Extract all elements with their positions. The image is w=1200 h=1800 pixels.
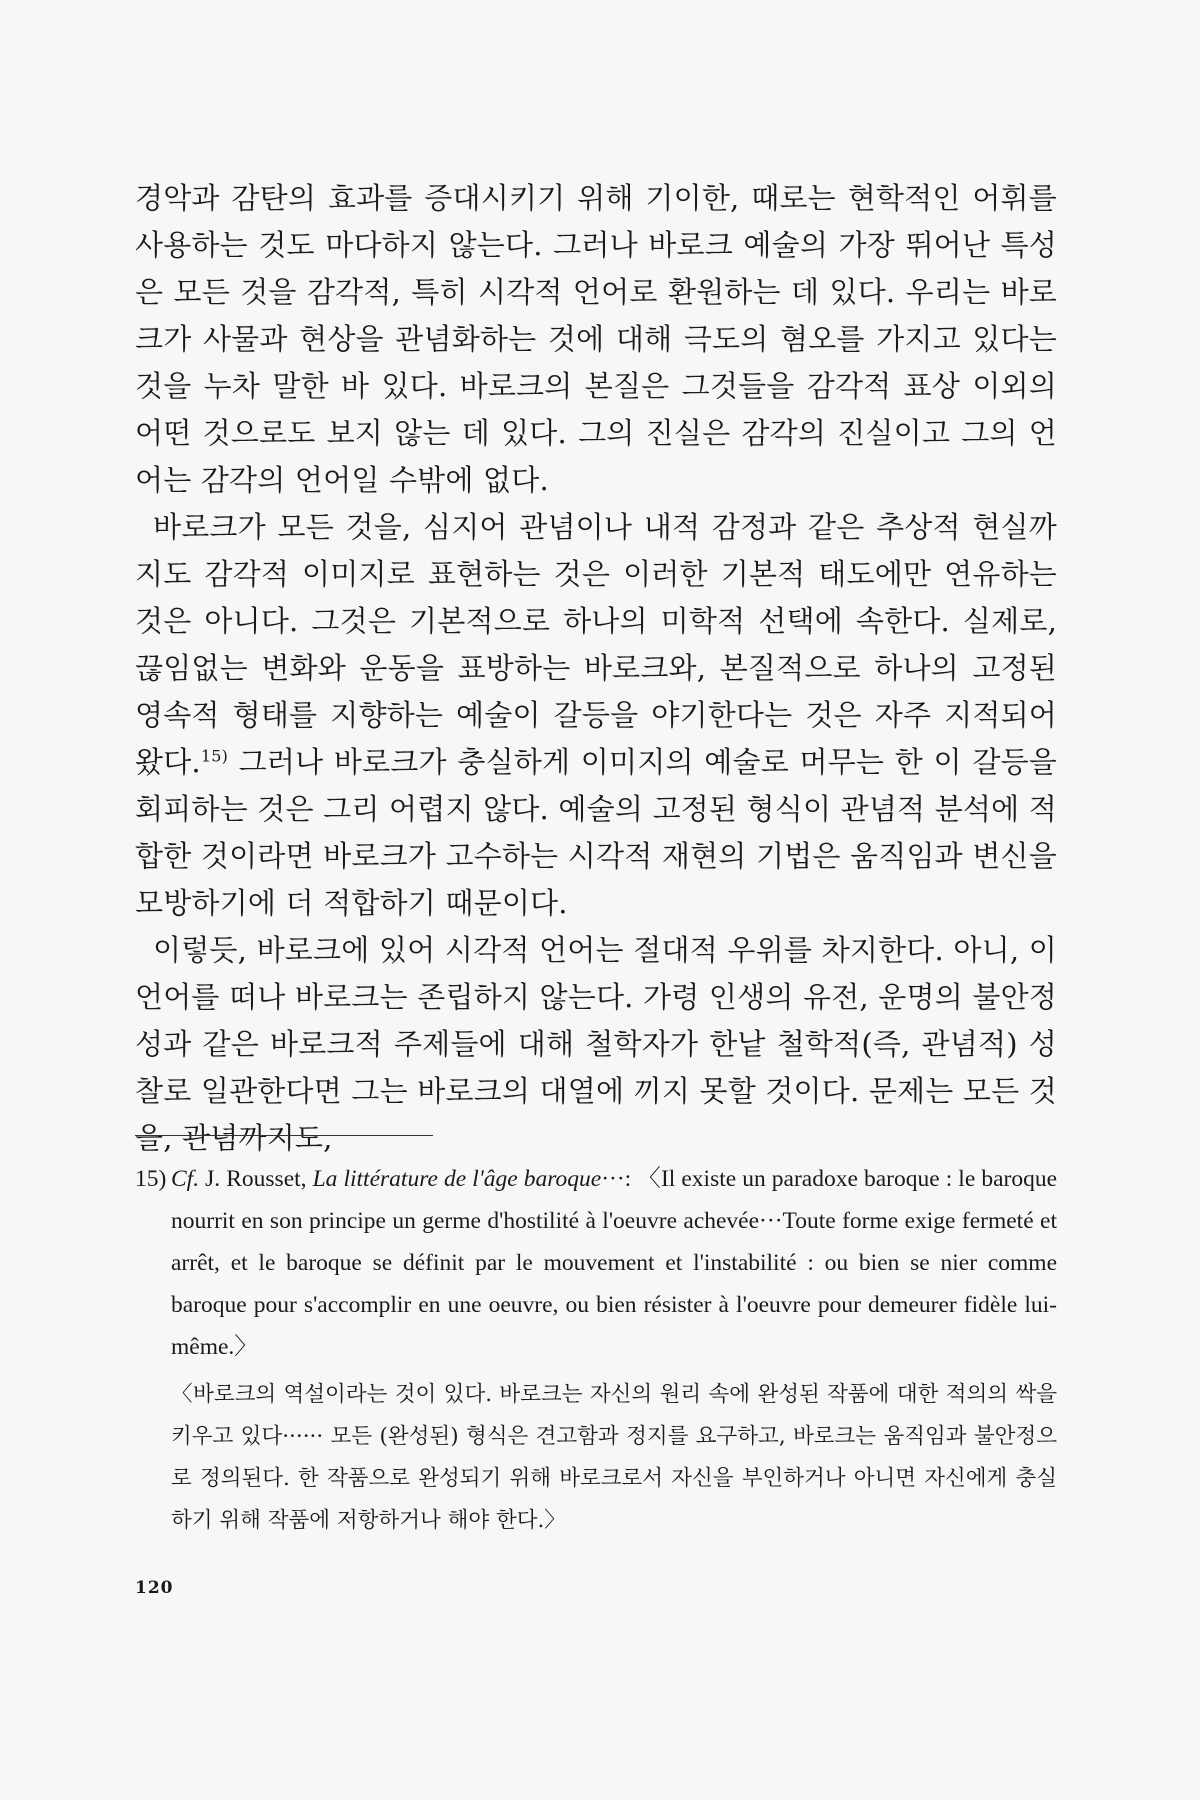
page-number: 120 (135, 1578, 174, 1598)
paragraph-1: 경악과 감탄의 효과를 증대시키기 위해 기이한, 때로는 현학적인 어휘를 사용하는 것도 마다하지 않는다. 그러나 바로크 예술의 가장 뛰어난 특성은 모든 것을 감각적, 특히 시각적 언어로 환원하는 데 있다. 우리는 바로크가 사물과 현상을 관념화하는 것에 대해 극도의 혐오를 가지고 있다는 것을 누차 말한 바 있다. 바로크의 본질은 그것들을 감각적 표상 이외의 어떤 것으로도 보지 않는 데 있다. 그의 진실은 감각의 진실이고 그의 언어는 감각의 언어일 수밖에 없다. (135, 181, 1057, 497)
footnote-author: J. Rousset, (199, 1166, 313, 1192)
footnote-15 (135, 1158, 1057, 1542)
footnote-reference[interactable]: 15) (200, 746, 229, 766)
footnote-divider (135, 1135, 433, 1136)
paragraph-2-continued: 그러나 바로크가 충실하게 이미지의 예술로 머무는 한 이 갈등을 회피하는 것은 그리 어렵지 않다. 예술의 고정된 형식이 관념적 분석에 적합한 것이라면 바로크가 고수하는 시각적 재현의 기법은 움직임과 변신을 모방하기에 더 적합하기 때문이다. (135, 745, 1057, 920)
paragraph-2 (135, 504, 1057, 927)
footnote-quote: ···: 〈Il existe un paradoxe baroque : le baroque nourrit en son principe un germe d'hostilité à l'oeuvre achevée···Toute forme exige fermeté et arrêt, et le baroque se définit par le mouvement et l'instabilité : ou bien se nier comme baroque pour s'accomplir en une oeuvre, ou bien résister à l'oeuvre pour demeurer fidèle lui-même.〉 (171, 1166, 1058, 1360)
footnote-number: 15) (135, 1166, 167, 1192)
paragraph-2-text: 바로크가 모든 것을, 심지어 관념이나 내적 감정과 같은 추상적 현실까지도 감각적 이미지로 표현하는 것은 이러한 기본적 태도에만 연유하는 것은 아니다. 그것은 기본적으로 하나의 미학적 선택에 속한다. 실제로, 끊임없는 변화와 운동을 표방하는 바로크와, 본질적으로 하나의 고정된 영속적 형태를 지향하는 예술이 갈등을 야기한다는 것은 자주 지적되어 왔다. (135, 510, 1057, 779)
paragraph-3: 이렇듯, 바로크에 있어 시각적 언어는 절대적 우위를 차지한다. 아니, 이 언어를 떠나 바로크는 존립하지 않는다. 가령 인생의 유전, 운명의 불안정성과 같은 바로크적 주제들에 대해 철학자가 한낱 철학적(즉, 관념적) 성찰로 일관한다면 그는 바로크의 대열에 끼지 못할 것이다. 문제는 모든 것을, 관념까지도, (135, 933, 1057, 1155)
main-text (135, 175, 1057, 1162)
footnote-korean: 〈바로크의 역설이라는 것이 있다. 바로크는 자신의 원리 속에 완성된 작품에 대한 적의의 싹을 키우고 있다······ 모든 (완성된) 형식은 견고함과 정지를 요구하고, 바로크는 움직임과 불안정으로 정의된다. 한 작품으로 완성되기 위해 바로크로서 자신을 부인하거나 아니면 자신에게 충실하기 위해 작품에 저항하거나 해야 한다.〉 (171, 1382, 1057, 1533)
footnote-cf: Cf. (171, 1166, 200, 1192)
footnote-french (135, 1158, 1057, 1368)
footnote-title: La littérature de l'âge baroque (312, 1166, 602, 1192)
